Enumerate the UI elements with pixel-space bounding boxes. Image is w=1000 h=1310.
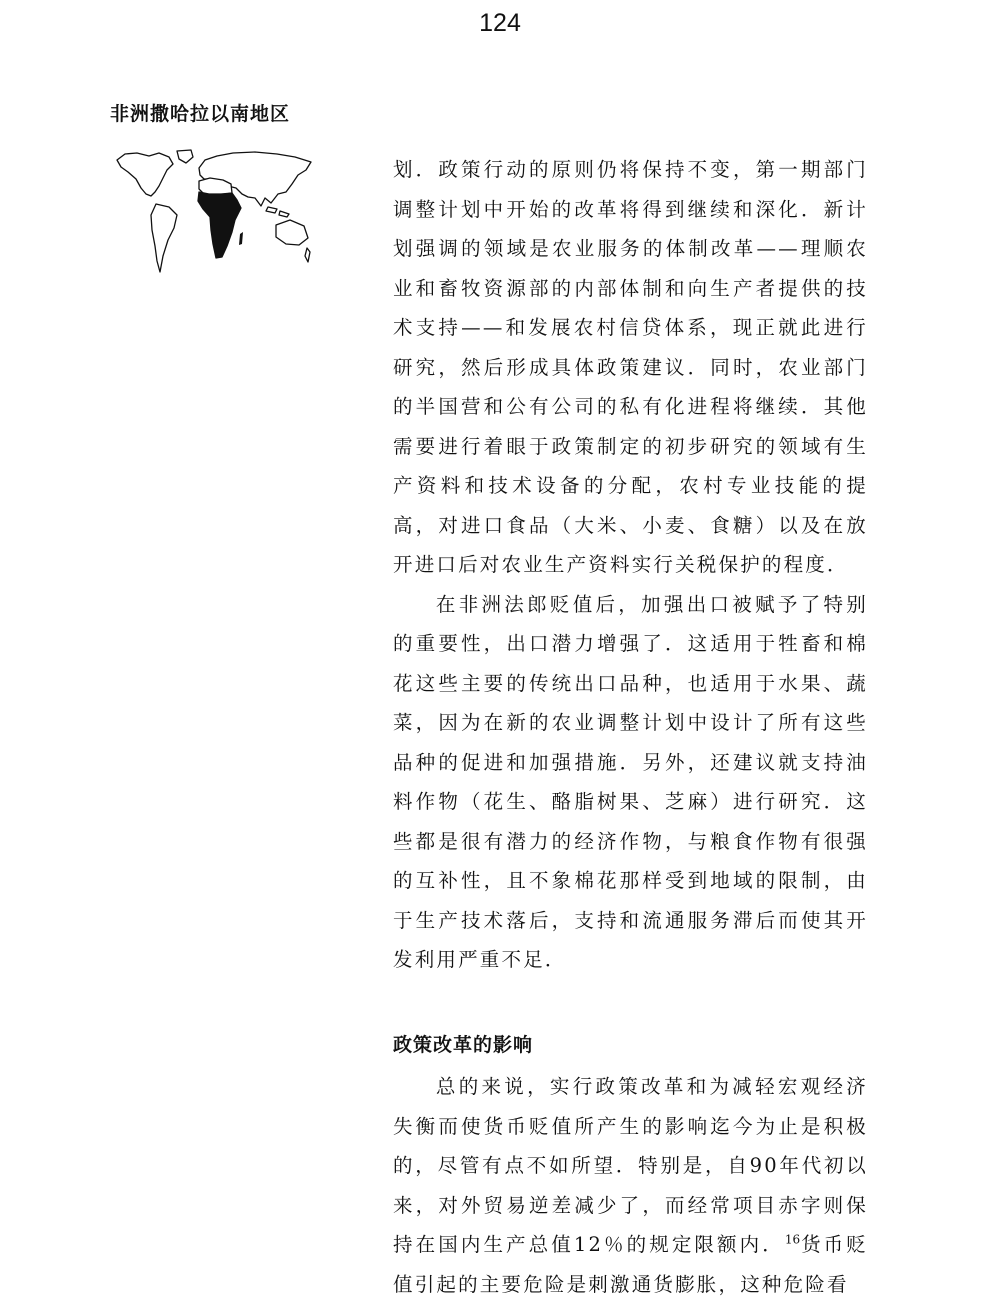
- australia-outline: [276, 220, 308, 245]
- section-heading: 政策改革的影响: [393, 1033, 534, 1056]
- sub-saharan-africa-shape: [198, 192, 241, 258]
- south-america-outline: [151, 204, 177, 272]
- world-map-icon: [115, 148, 315, 273]
- southeast-asia-islands-outline: [266, 207, 289, 217]
- paragraph-continued: 划．政策行动的原则仍将保持不变，第一期部门调整计划中开始的改革将得到继续和深化．新计划强调的领域是农业服务的体制改革——理顺农业和畜牧资源部的内部体制和向生产者提供的技术支持——和发展农村信贷体系，现正就此进行研究，然后形成具体政策建议．同时，农业部门的半国营和公有公司的私有化进程将继续．其他需要进行着眼于政策制定的初步研究的领域有生产资料和技术设备的分配，农村专业技能的提高，对进口食品（大米、小麦、食糖）以及在放开进口后对农业生产资料实行关税保护的程度．: [393, 158, 868, 576]
- paragraph-export: 在非洲法郎贬值后，加强出口被赋予了特别的重要性，出口潜力增强了．这适用于牲畜和棉花这些主要的传统出口品种，也适用于水果、蔬菜，因为在新的农业调整计划中设计了所有这些品种的促进和加强措施．另外，还建议就支持油料作物（花生、酪脂树果、芝麻）进行研究．这些都是很有潜力的经济作物，与粮食作物有很强的互补性，且不象棉花那样受到地域的限制，由于生产技术落后，支持和流通服务滞后而使其开发利用严重不足．: [393, 592, 868, 971]
- north-america-outline: [117, 153, 173, 196]
- region-label: 非洲撒哈拉以南地区: [110, 103, 291, 125]
- paragraph-impact-continued: 货币贬值引起的主要危险是刺激通货膨胀，这种危险看: [393, 1233, 868, 1296]
- body-text: [393, 150, 868, 1304]
- new-zealand-outline: [305, 248, 310, 262]
- greenland-outline: [177, 150, 193, 163]
- paragraph-impact-text: 总的来说，实行政策改革和为减轻宏观经济失衡而使货币贬值所产生的影响迄今为止是积极的，尽管有点不如所望．特别是，自90年代初以来，对外贸易逆差减少了，而经常项目赤字则保持在国内生产总值12％的规定限额内．: [393, 1075, 868, 1256]
- madagascar-shape: [239, 232, 243, 245]
- paragraph-impact: [393, 1067, 868, 1304]
- footnote-reference: 16: [784, 1232, 801, 1247]
- page-number: 124: [479, 9, 521, 37]
